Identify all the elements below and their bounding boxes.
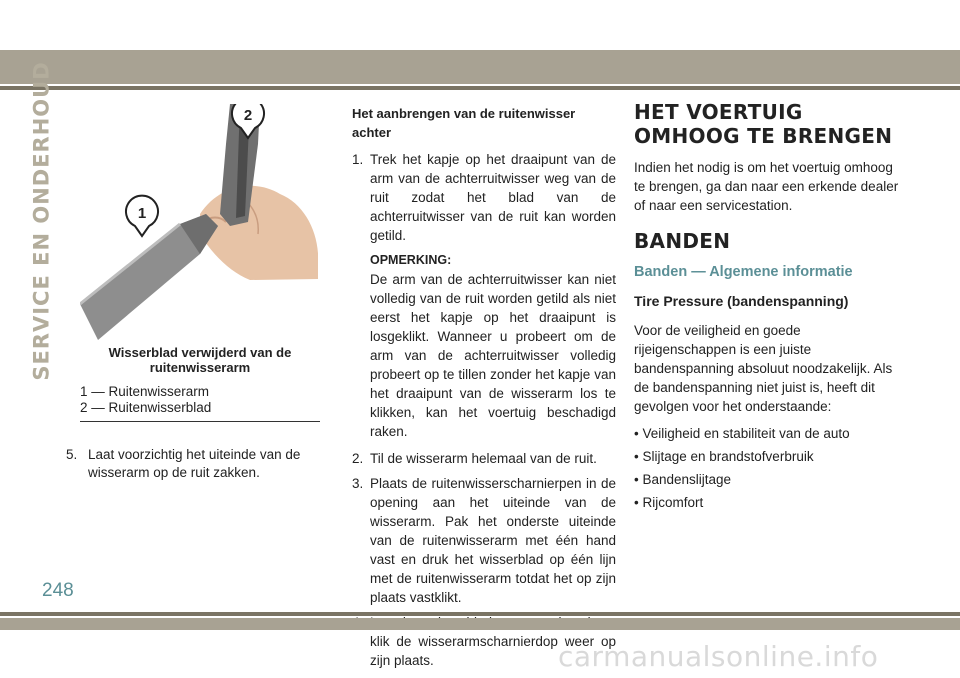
- section-side-tab: [28, 61, 56, 381]
- legend-item: 2 — Ruitenwisserblad: [80, 400, 212, 415]
- bullet-item: • Veiligheid en stabiliteit van de auto: [634, 426, 850, 441]
- figure-legend: [80, 384, 320, 416]
- step-number: 1.: [352, 152, 364, 167]
- section-side-tab-label: SERVICE EN ONDERHOUD: [30, 61, 55, 381]
- step-item: [352, 449, 616, 468]
- step-text: Trek het kapje op het draaipunt van de arm van de achterruitwisser weg van de ruit zodat het blad van de achterruitwisser van de ruit kan worden getild.: [370, 152, 616, 243]
- step-number: 5.: [66, 447, 78, 462]
- footer-rule: [0, 612, 960, 616]
- step-text: Laat voorzichtig het uiteinde van de wisserarm op de ruit zakken.: [88, 447, 301, 480]
- step-text: klik de wisserarmscharnierdop weer op zijn plaats.: [370, 634, 616, 668]
- callout-1-label: 1: [137, 205, 147, 222]
- column-rear-wiper: [352, 104, 616, 676]
- bullet-item: • Slijtage en brandstofverbruik: [634, 449, 814, 464]
- step-text: Til de wisserarm helemaal van de ruit.: [370, 451, 597, 466]
- section-heading: Het aanbrengen van de ruitenwisser achter: [352, 106, 576, 140]
- page-number: 248: [42, 580, 74, 601]
- paragraph: Voor de veiligheid en goede rijeigenschappen is een juiste bandenspanning absoluut noodzakelijk. Als de bandenspanning niet juist is, heeft dit gevolgen voor het onderstaande:: [634, 323, 893, 414]
- legend-rule: [80, 421, 320, 422]
- step-text: Plaats de ruitenwisserscharnierpen in de opening aan het uiteinde van de wisserarm. Pak het onderste uiteinde van de ruitenwisserarm met één hand vast en druk het wisserblad op één lijn met de ruitenwisserarm totdat het op zijn plaats vastklikt.: [370, 476, 616, 605]
- figure-caption: Wisserblad verwijderd van de ruitenwisserarm: [108, 345, 292, 375]
- subheading-tire-pressure: Tire Pressure (bandenspanning): [634, 293, 849, 309]
- legend-item: 1 — Ruitenwisserarm: [80, 384, 210, 399]
- footer-band: [0, 618, 960, 630]
- step-item: [352, 474, 616, 607]
- wiper-photo: [80, 104, 318, 340]
- step-number: 2.: [352, 451, 364, 466]
- wiper-figure: [80, 104, 318, 340]
- step-5: [66, 446, 336, 488]
- step-item: [352, 150, 616, 245]
- note-text: De arm van de achterruitwisser kan niet volledig van de ruit worden getild als niet eerst het kapje op het draaipunt is losgeklikt. Wanneer u probeert om de arm van de achterruitwisser volledig probeert op te tillen zonder het kapje van het draaipunt van de wisserarm los te klikken, kan het voertuig beschadigd raken.: [370, 272, 616, 439]
- note-title: OPMERKING:: [370, 253, 452, 267]
- header-rule: [0, 86, 960, 90]
- note-block: [370, 251, 616, 441]
- paragraph: Indien het nodig is om het voertuig omhoog te brengen, ga dan naar een erkende dealer of naar een servicestation.: [634, 160, 899, 213]
- heading-raising-vehicle: HET VOERTUIG OMHOOG TE BRENGEN: [634, 100, 893, 148]
- header-band: [0, 50, 960, 84]
- heading-tires: BANDEN: [634, 229, 731, 253]
- step-number: 3.: [352, 476, 364, 491]
- column-raising-tires: [634, 100, 904, 516]
- bullet-item: • Bandenslijtage: [634, 472, 732, 487]
- watermark: carmanualsonline.info: [558, 640, 879, 673]
- callout-2-label: 2: [243, 107, 253, 124]
- subheading-tire-info: Banden — Algemene informatie: [634, 264, 853, 280]
- bullet-item: • Rijcomfort: [634, 495, 704, 510]
